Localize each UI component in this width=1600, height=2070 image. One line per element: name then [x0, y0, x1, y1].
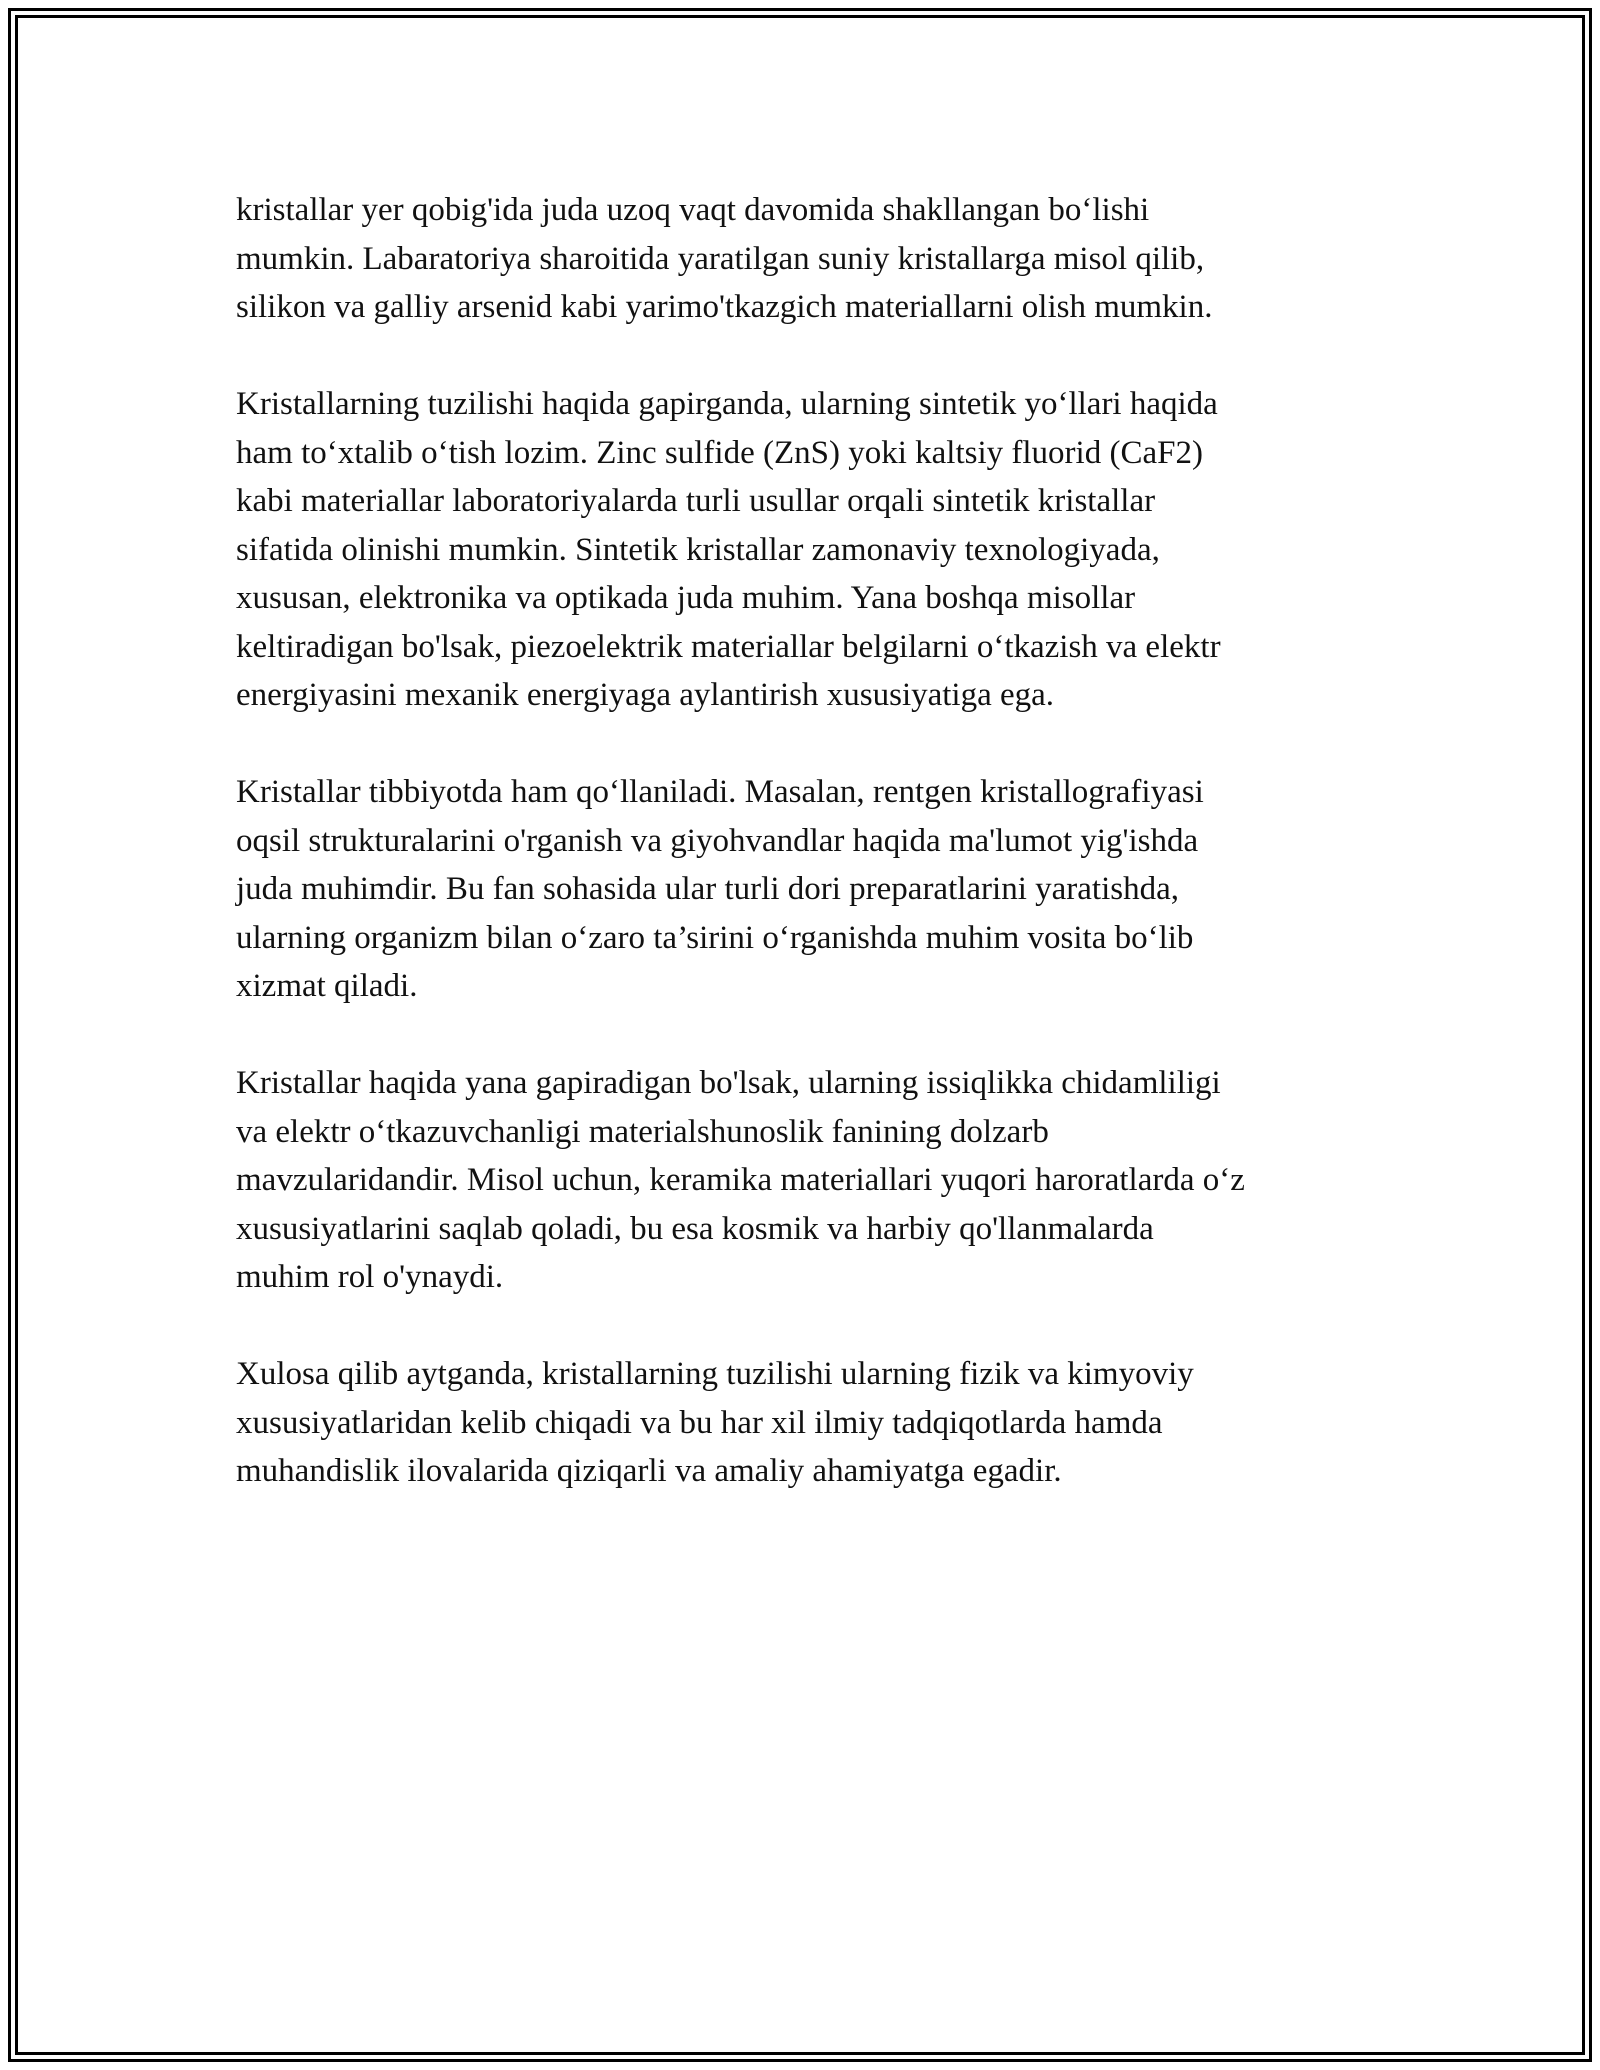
document-body [236, 186, 1366, 1496]
paragraph-4: Kristallar haqida yana gapiradigan bo'lsak, ularning issiqlikka chidamliligi va elektr o‘tkazuvchanligi materialshunoslik fanining dolzarb mavzularidandir. Misol uchun, keramika materiallari yuqori haroratlarda o‘z xususiyatlarini saqlab qoladi, bu esa kosmik va harbiy qo'llanmalarda muhim rol o'ynaydi. [236, 1065, 1245, 1295]
paragraph-5: Xulosa qilib aytganda, kristallarning tuzilishi ularning fizik va kimyoviy xususiyatlaridan kelib chiqadi va bu har xil ilmiy tadqiqotlarda hamda muhandislik ilovalarida qiziqarli va amaliy ahamiyatga egadir. [236, 1356, 1194, 1489]
paragraph-3: Kristallar tibbiyotda ham qo‘llaniladi. Masalan, rentgen kristallografiyasi oqsil strukturalarini o'rganish va giyohvandlar haqida ma'lumot yig'ishda juda muhimdir. Bu fan sohasida ular turli dori preparatlarini yaratishda, ularning organizm bilan o‘zaro ta’sirini o‘rganishda muhim vosita bo‘lib xizmat qiladi. [236, 774, 1204, 1004]
paragraph-2: Kristallarning tuzilishi haqida gapirganda, ularning sintetik yo‘llari haqida ham to‘xtalib o‘tish lozim. Zinc sulfide (ZnS) yoki kaltsiy fluorid (CaF2) kabi materiallar laboratoriyalarda turli usullar orqali sintetik kristallar sifatida olinishi mumkin. Sintetik kristallar zamonaviy texnologiyada, xususan, elektronika va optikada juda muhim. Yana boshqa misollar keltiradigan bo'lsak, piezoelektrik materiallar belgilarni o‘tkazish va elektr energiyasini mexanik energiyaga aylantirish xususiyatiga ega. [236, 386, 1221, 713]
paragraph-1: kristallar yer qobig'ida juda uzoq vaqt davomida shakllangan bo‘lishi mumkin. Labaratoriya sharoitida yaratilgan suniy kristallarga misol qilib, silikon va galliy arsenid kabi yarimo'tkazgich materiallarni olish mumkin. [236, 192, 1213, 325]
